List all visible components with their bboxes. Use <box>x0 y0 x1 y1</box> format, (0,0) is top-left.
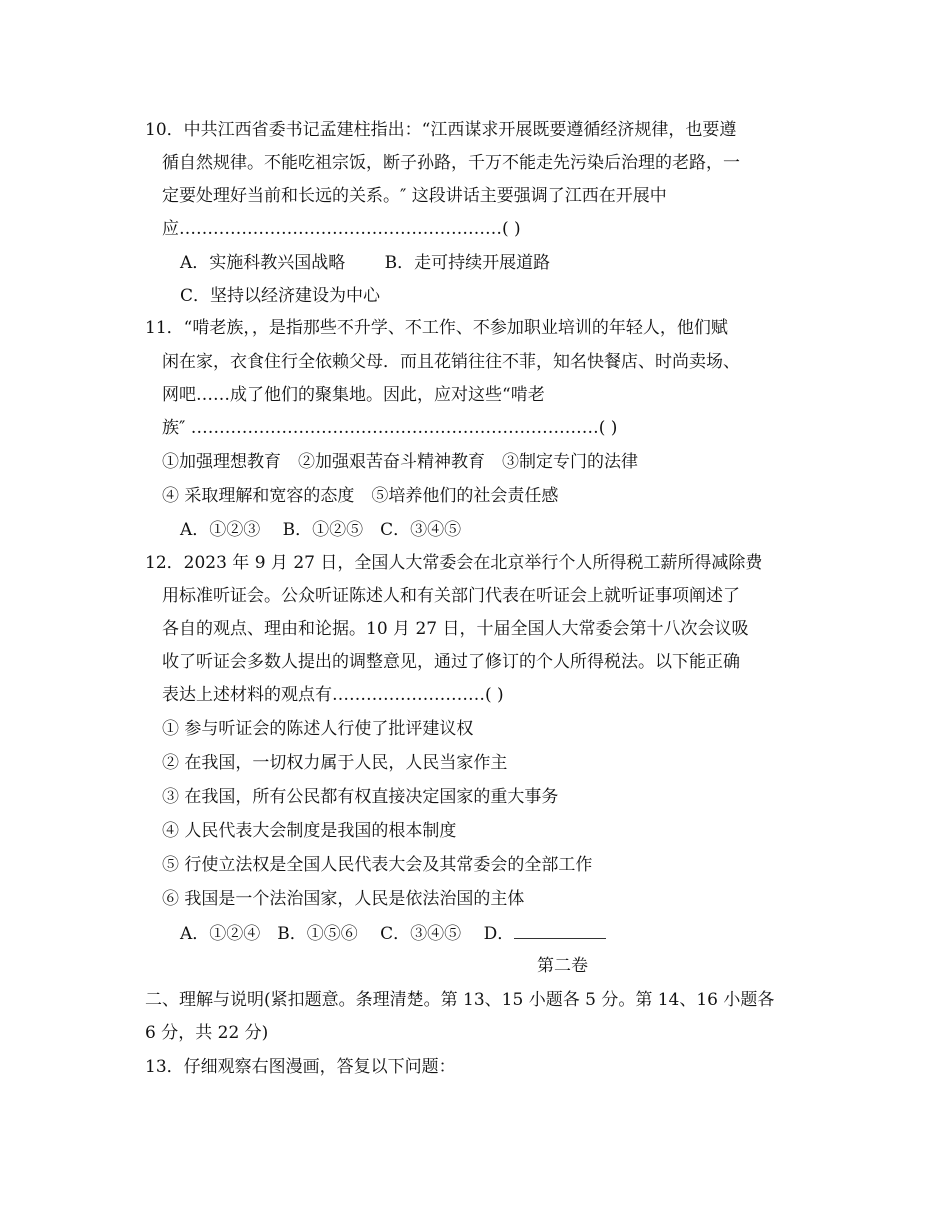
q10-option-line-2: C．坚持以经济建设为中心 <box>180 286 381 306</box>
answer-blank <box>514 922 606 939</box>
q12-statement-2: ② 在我国，一切权力属于人民，人民当家作主 <box>162 753 508 773</box>
q12-stem-line-2: 用标准听证会。公众听证陈述人和有关部门代表在听证会上就听证事项阐述了 <box>162 586 740 606</box>
q13-stem: 13．仔细观察右图漫画，答复以下问题： <box>145 1057 456 1077</box>
q11-stem-line-4: 族″ ………………………………………………………………( ) <box>162 418 618 438</box>
q12-statement-1: ① 参与听证会的陈述人行使了批评建议权 <box>162 719 474 739</box>
section2-heading-line-1: 二、理解与说明(紧扣题意。条理清楚。第 13、15 小题各 5 分。第 14、16 小题各 <box>145 990 775 1010</box>
q12-options: A．①②④ B．①⑤⑥ C．③④⑤ D． <box>180 924 515 944</box>
q12-statement-6: ⑥ 我国是一个法治国家，人民是依法治国的主体 <box>162 889 525 909</box>
q12-stem-line-3: 各自的观点、理由和论据。10 月 27 日，十届全国人大常委会第十八次会议吸 <box>162 619 749 639</box>
q10-stem-line-1: 10．中共江西省委书记孟建柱指出：“江西谋求开展既要遵循经济规律，也要遵 <box>145 120 737 140</box>
q10-stem-line-3: 定要处理好当前和长远的关系。″ 这段讲话主要强调了江西在开展中 <box>162 186 667 206</box>
q11-options: A．①②③ B．①②⑤ C．③④⑤ <box>180 520 462 540</box>
q12-statement-4: ④ 人民代表大会制度是我国的根本制度 <box>162 821 457 841</box>
q12-statement-5: ⑤ 行使立法权是全国人民代表大会及其常委会的全部工作 <box>162 855 593 875</box>
q12-statement-3: ③ 在我国，所有公民都有权直接决定国家的重大事务 <box>162 787 559 807</box>
q12-options-row <box>180 922 606 944</box>
q12-stem-line-4: 收了听证会多数人提出的调整意见，通过了修订的个人所得税法。以下能正确 <box>162 652 740 672</box>
q11-stem-line-1: 11．“啃老族，，是指那些不升学、不工作、不参加职业培训的年轻人，他们赋 <box>145 318 728 338</box>
q11-statement-line-2: ④ 采取理解和宽容的态度 ⑤培养他们的社会责任感 <box>162 486 559 506</box>
q11-statement-line-1: ①加强理想教育 ②加强艰苦奋斗精神教育 ③制定专门的法律 <box>162 452 638 472</box>
q11-stem-line-3: 网吧……成了他们的聚集地。因此，应对这些“啃老 <box>162 385 545 405</box>
q10-stem-line-2: 循自然规律。不能吃祖宗饭，断子孙路，千万不能走先污染后治理的老路，一 <box>162 153 740 173</box>
q10-option-line-1: A．实施科教兴国战略 B．走可持续开展道路 <box>180 253 551 273</box>
q10-stem-line-4: 应…………………………………………………( ) <box>162 219 521 239</box>
q11-stem-line-2: 闲在家，衣食住行全依赖父母．而且花销往往不菲，知名快餐店、时尚卖场、 <box>162 352 740 372</box>
section2-heading-line-2: 6 分，共 22 分) <box>145 1023 269 1043</box>
q12-stem-line-1: 12．2023 年 9 月 27 日，全国人大常委会在北京举行个人所得税工薪所得减除费 <box>145 553 763 573</box>
q12-stem-line-5: 表达上述材料的观点有………………………( ) <box>162 685 504 705</box>
volume-title: 第二卷 <box>537 956 588 976</box>
